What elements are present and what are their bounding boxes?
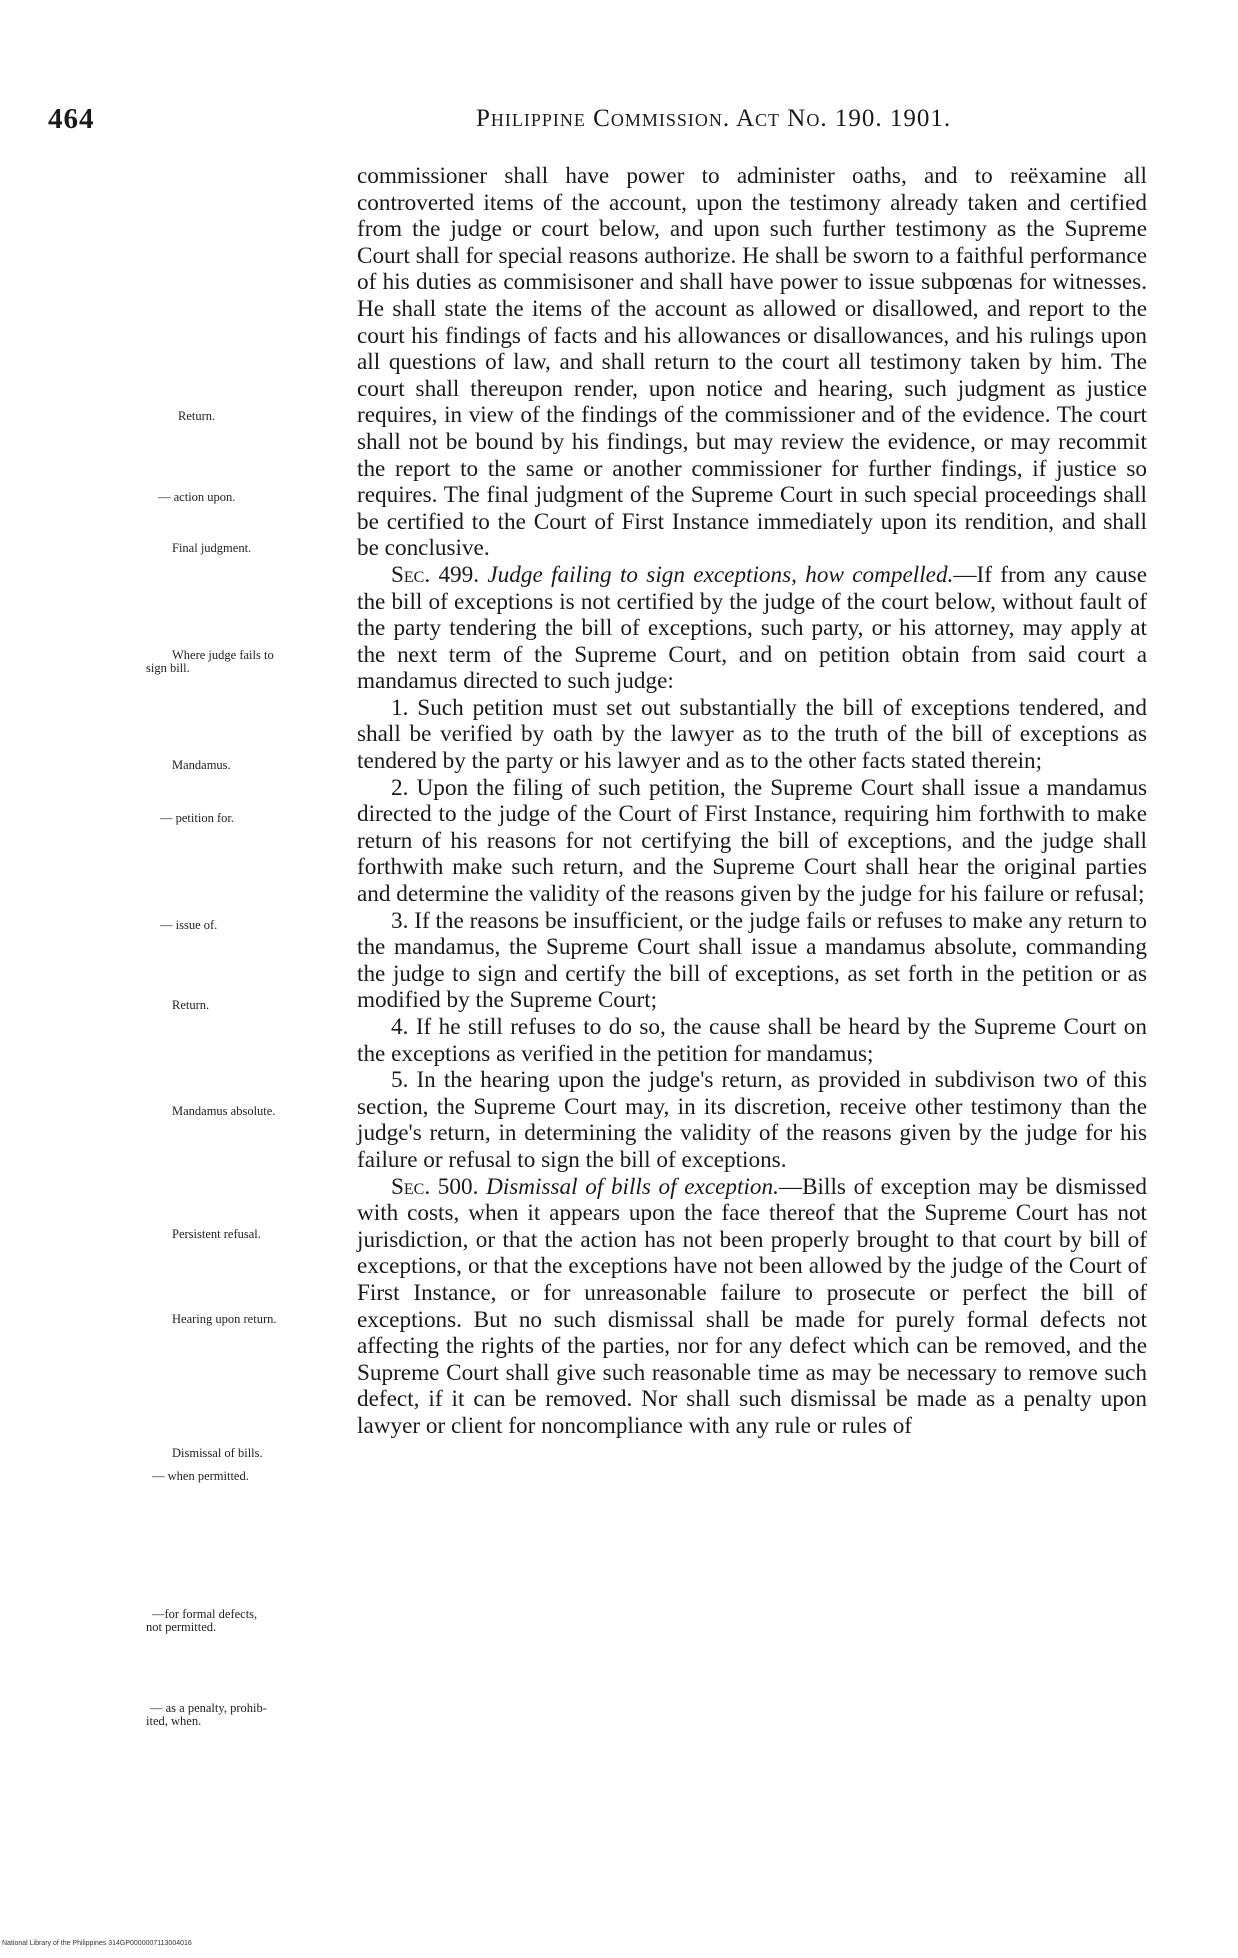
subdivision-4: 4. If he still refuses to do so, the cause shall be heard by the Supreme Court on the exceptions as verified in the petition for mandamus; xyxy=(357,1014,1147,1067)
section-text: —If from any cause the bill of exceptions is not certified by the judge of the court below, without fault of the party tendering the bill of exceptions, such party, or his attorney, may apply at the next term of the Supreme Court, and on petition obtain from said court a mandamus directed to such judge: xyxy=(357,561,1147,695)
margin-note-mandamus: Mandamus. xyxy=(172,758,231,772)
body-text xyxy=(357,163,1147,1440)
margin-note-action-upon: — action upon. xyxy=(158,490,236,504)
margin-note-final-judgment: Final judgment. xyxy=(172,541,252,555)
section-number: Sec. 499. xyxy=(391,561,480,588)
running-head: Philippine Commission. Act No. 190. 1901. xyxy=(476,105,952,132)
margin-note-issue-of: — issue of. xyxy=(160,918,218,932)
section-text: —Bills of exception may be dismissed with costs, when it appears upon the face thereof that the Supreme Court has not jurisdiction, or that the action has not been properly brought to that court by bill of exceptions, or that the exceptions have not been allowed by the judge of the Court of First Instance, or for unreasonable failure to prosecute or perfect the bill of exceptions. But no such dismissal shall be made for purely formal defects not affecting the rights of the parties, nor for any defect which can be removed, and the Supreme Court shall give such reasonable time as may be necessary to remove such defect, if it can be removed. Nor shall such dismissal be made as a penalty upon lawyer or client for noncompliance with any rule or rules of xyxy=(357,1173,1148,1439)
margin-note-persistent-refusal: Persistent refusal. xyxy=(172,1227,261,1241)
margin-note-as-penalty: — as a penalty, prohib- xyxy=(150,1701,267,1715)
section-heading: Dismissal of bills of exception. xyxy=(486,1173,779,1200)
section-500 xyxy=(357,1174,1147,1440)
section-heading: Judge failing to sign exceptions, how compelled. xyxy=(487,561,954,588)
margin-note-return: Return. xyxy=(178,409,216,423)
section-number: Sec. 500. xyxy=(391,1173,479,1200)
margin-note-where-judge-fails: Where judge fails to xyxy=(172,648,274,662)
subdivision-2: 2. Upon the filing of such petition, the Supreme Court shall issue a mandamus directed to the judge of the Court of First Instance, requiring him forthwith to make return of his reasons for not certifying the bill of exceptions, and the judge shall forthwith make such return, and the Supreme Court shall hear the original parties and determine the validity of the reasons given by the judge for his failure or refusal; xyxy=(357,774,1147,908)
subdivision-1: 1. Such petition must set out substantially the bill of exceptions tendered, and shall be verified by oath by the lawyer as to the truth of the bill of exceptions as tendered by the party or his lawyer and as to the other facts stated therein; xyxy=(357,694,1147,775)
margin-note-petition-for: — petition for. xyxy=(160,811,234,825)
margin-note-when-permitted: — when permitted. xyxy=(152,1469,249,1483)
margin-note-sign-bill: sign bill. xyxy=(146,661,190,675)
margin-note-mandamus-absolute: Mandamus absolute. xyxy=(172,1104,276,1118)
margin-note-hearing-upon-return: Hearing upon return. xyxy=(172,1312,277,1326)
paragraph-commissioner: commissioner shall have power to administer oaths, and to reëxamine all controverted items of the account, upon the testimony already taken and certified from the judge or court below, and upon such further testimony as the Supreme Court shall for special reasons authorize. He shall be sworn to a faithful performance of his duties as commisisoner and shall have power to issue subpœnas for witnesses. He shall state the items of the account as allowed or disallowed, and report to the court his findings of facts and his allowances or disallowances, and his rulings upon all questions of law, and shall return to the court all testimony taken by him. The court shall thereupon render, upon notice and hearing, such judgment as justice requires, in view of the findings of the commissioner and of the evidence. The court shall not be bound by his findings, but may review the evidence, or may recommit the report to the same or another commissioner for further findings, if justice so requires. The final judgment of the Supreme Court in such special proceedings shall be certified to the Court of First Instance immediately upon its rendition, and shall be conclusive. xyxy=(357,163,1147,562)
margin-note-ited-when: ited, when. xyxy=(146,1714,202,1728)
subdivision-5: 5. In the hearing upon the judge's return, as provided in subdivison two of this section, the Supreme Court may, in its discretion, receive other testimony than the judge's return, in determining the validity of the reasons given by the judge for his failure or refusal to sign the bill of exceptions. xyxy=(357,1067,1147,1173)
margin-note-return-2: Return. xyxy=(172,998,210,1012)
subdivision-3: 3. If the reasons be insufficient, or the judge fails or refuses to make any return to the mandamus, the Supreme Court shall issue a mandamus absolute, commanding the judge to sign and certify the bill of exceptions, as set forth in the petition or as modified by the Supreme Court; xyxy=(357,907,1147,1014)
margin-note-formal-defects: —for formal defects, xyxy=(152,1607,258,1621)
margin-note-dismissal-of-bills: Dismissal of bills. xyxy=(172,1446,263,1460)
page-number: 464 xyxy=(48,103,95,135)
library-footer: National Library of the Philippines 314GP0000007113004016 xyxy=(2,1940,192,1947)
margin-note-not-permitted: not permitted. xyxy=(146,1620,217,1634)
section-499 xyxy=(357,562,1147,695)
